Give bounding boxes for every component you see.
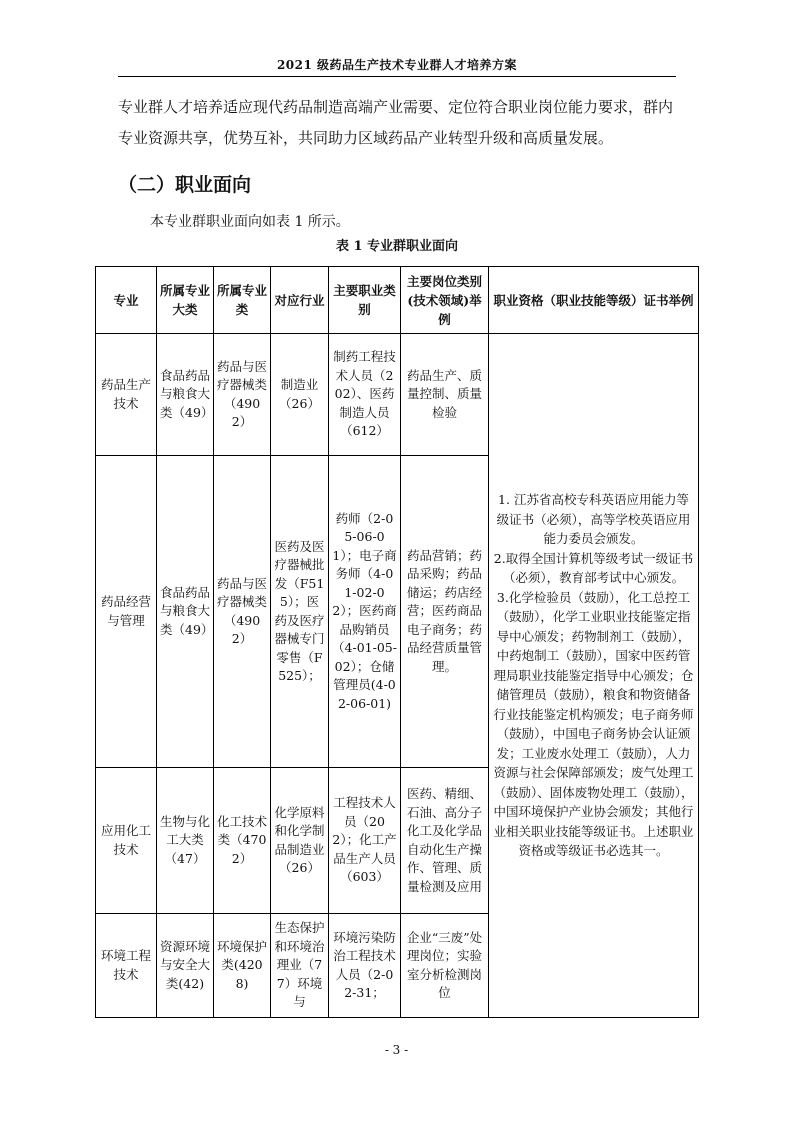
cell-subcategory: 化工技术类（4702） xyxy=(214,768,271,914)
table-intro: 本专业群职业面向如表 1 所示。 xyxy=(150,214,350,230)
cell-industry: 医药及医疗器械批发（F515）；医药及医疗器械专门零售（F525）； xyxy=(271,456,329,768)
cell-category: 食品药品与粮食大类（49） xyxy=(157,456,214,768)
cell-occupation: 制药工程技术人员（202）、医药制造人员（612） xyxy=(329,334,401,456)
header-industry: 对应行业 xyxy=(271,267,329,334)
header-divider xyxy=(118,76,676,77)
occupation-table xyxy=(95,266,699,1018)
cell-industry: 化学原料和化学制品制造业（26） xyxy=(271,768,329,914)
certificate-item: 2.取得全国计算机等级考试一级证书（必须），教育部考试中心颁发。 xyxy=(493,550,694,586)
table-caption: 表 1 专业群职业面向 xyxy=(335,239,459,254)
cell-certificates xyxy=(489,334,699,1018)
cell-occupation: 环境污染防治工程技术人员（2-02-31； xyxy=(329,914,401,1018)
cell-major: 环境工程技术 xyxy=(96,914,157,1018)
body-paragraph: 专业群人才培养适应现代药品制造高端产业需要、定位符合职业岗位能力要求，群内专业资源共享，优势互补，共同助力区域药品产业转型升级和高质量发展。 xyxy=(118,98,674,147)
cell-occupation: 药师（2-05-06-01）；电子商务师（4-01-02-02）；医药商品购销员（4-01-05-02）；仓储管理员(4-02-06-01) xyxy=(329,456,401,768)
cell-major: 药品生产技术 xyxy=(96,334,157,456)
header-certificates: 职业资格（职业技能等级）证书举例 xyxy=(489,267,699,334)
cell-positions: 药品生产、质量控制、质量检验 xyxy=(401,334,489,456)
page-number: - 3 - xyxy=(384,1043,409,1057)
cell-positions: 药品营销；药品采购；药品储运；药店经营；医药商品电子商务；药品经营质量管理。 xyxy=(401,456,489,768)
header-positions: 主要岗位类别(技术领域)举例 xyxy=(401,267,489,334)
cell-subcategory: 药品与医疗器械类（4902） xyxy=(214,334,271,456)
section-heading: （二）职业面向 xyxy=(118,174,252,196)
header-subcategory: 所属专业类 xyxy=(214,267,271,334)
cell-occupation: 工程技术人员（202）；化工产品生产人员（603） xyxy=(329,768,401,914)
cell-category: 食品药品与粮食大类（49） xyxy=(157,334,214,456)
cell-subcategory: 环境保护类(4208) xyxy=(214,914,271,1018)
header-category: 所属专业大类 xyxy=(157,267,214,334)
cell-category: 生物与化工大类（47） xyxy=(157,768,214,914)
header-occupation: 主要职业类别 xyxy=(329,267,401,334)
cell-positions: 医药、精细、石油、高分子化工及化学品自动化生产操作、管理、质量检测及应用 xyxy=(401,768,489,914)
table-header-row xyxy=(96,267,699,334)
cell-industry: 生态保护和环境治理业（77）环境与 xyxy=(271,914,329,1018)
cell-category: 资源环境与安全大类(42) xyxy=(157,914,214,1018)
cell-major: 应用化工技术 xyxy=(96,768,157,914)
certificate-item: 3.化学检验员（鼓励），化工总控工（鼓励），化学工业职业技能鉴定指导中心颁发；药物制剂工（鼓励），中药炮制工（鼓励），国家中医药管理局职业技能鉴定指导中心颁发；仓储管理员（鼓励），粮食和物资储备行业技能鉴定机构颁发；电子商务师（鼓励），中国电子商务协会认证颁发；工业废水处理工（鼓励），人力资源与社会保障部颁发；废气处理工（鼓励）、固体废物处理工（鼓励），中国环境保护产业协会颁发；其他行业相关职业技能等级证书。上述职业资格或等级证书必选其一。 xyxy=(493,589,694,859)
cell-major: 药品经营与管理 xyxy=(96,456,157,768)
running-header: 2021 级药品生产技术专业群人才培养方案 xyxy=(276,58,518,72)
certificate-item: 1. 江苏省高校专科英语应用能力等级证书（必须），高等学校英语应用能力委员会颁发。 xyxy=(496,492,691,547)
header-major: 专业 xyxy=(96,267,157,334)
cell-industry: 制造业（26） xyxy=(271,334,329,456)
cell-subcategory: 药品与医疗器械类（4902） xyxy=(214,456,271,768)
table-row xyxy=(96,334,699,456)
cell-positions: 企业“三废”处理岗位；实验室分析检测岗位 xyxy=(401,914,489,1018)
